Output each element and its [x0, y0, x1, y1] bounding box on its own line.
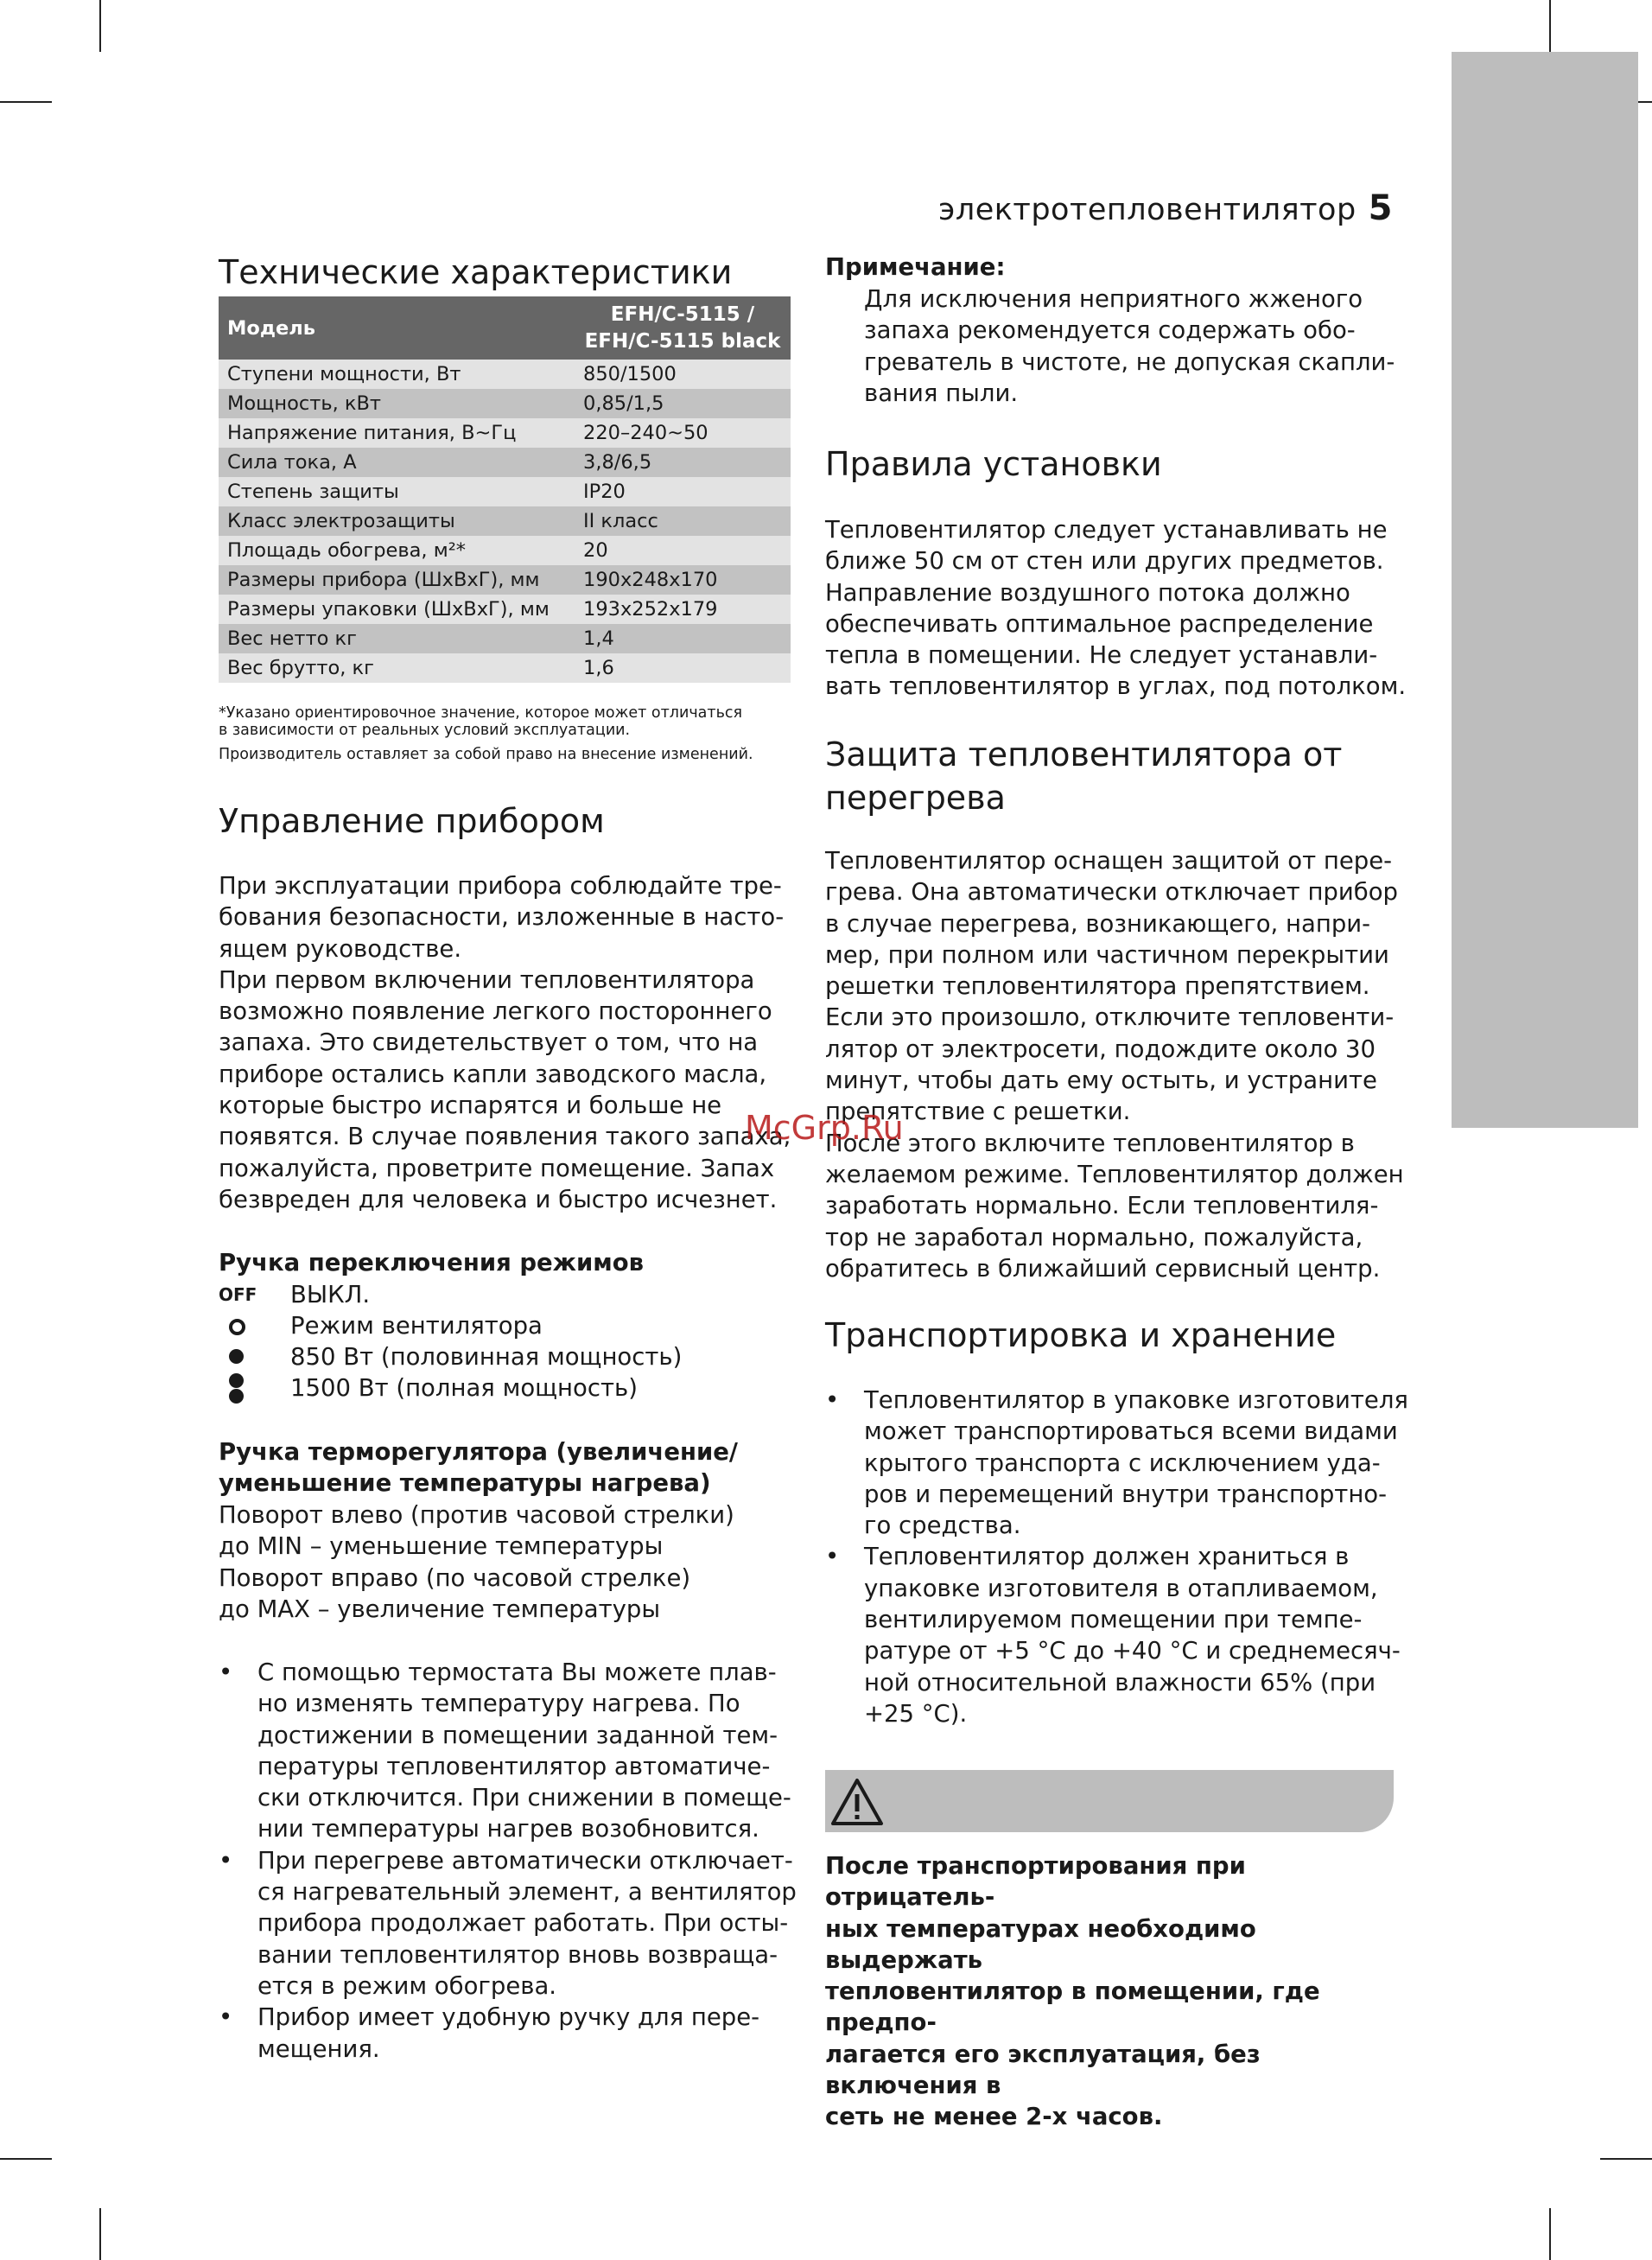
footnote: [219, 704, 742, 739]
list-item-line: упаковке изготовителя в отапливаемом,: [864, 1574, 1378, 1602]
list-item-line: ся нагревательный элемент, а вентилятор: [257, 1878, 797, 1907]
note-label: Примечание:: [825, 253, 1006, 281]
list-item-line: но изменять температуру нагрева. По: [257, 1690, 740, 1718]
text-line: в случае перегрева, возникающего, напри-: [825, 909, 1371, 938]
crop-mark: [0, 2158, 52, 2160]
text-line: При эксплуатации прибора соблюдайте тре-: [219, 872, 782, 900]
spec-label: Вес брутто, кг: [219, 653, 575, 683]
text-line: которые быстро испарятся и больше не: [219, 1092, 722, 1120]
mode-label: 850 Вт (половинная мощность): [290, 1343, 683, 1371]
spec-value: 20: [575, 536, 791, 565]
text-line: Направление воздушного потока должно: [825, 578, 1350, 607]
page-number: 5: [1368, 188, 1393, 228]
spec-label: Площадь обогрева, м²*: [219, 536, 575, 565]
text-line: Для исключения неприятного жженого: [864, 285, 1363, 313]
text-line: минут, чтобы дать ему остыть, и устраните: [825, 1066, 1377, 1095]
model-value-line: EFH/C-5115 black: [584, 329, 781, 353]
text-line: препятствие с решетки.: [825, 1098, 1131, 1126]
overheat-heading-line: Защита тепловентилятора от: [825, 735, 1343, 773]
list-item-line: мещения.: [257, 2034, 380, 2063]
spec-label: Напряжение питания, В~Гц: [219, 418, 575, 448]
text-line: Поворот вправо (по часовой стрелке): [219, 1563, 691, 1592]
warning-text: [825, 1850, 1413, 2133]
note-text: [864, 283, 1417, 409]
list-item: [219, 1845, 806, 2002]
text-line: до MAX – увеличение температуры: [219, 1595, 661, 1623]
list-item: [219, 2002, 806, 2065]
watermark: McGrp.Ru: [745, 1109, 904, 1147]
spec-table: [219, 296, 791, 683]
list-item-line: нии температуры нагрев возобновится.: [257, 1815, 759, 1843]
table-row: [219, 418, 791, 448]
full-power-icon: [219, 1372, 262, 1404]
spec-value: II класс: [575, 506, 791, 536]
text-line: грева. Она автоматически отключает прибор: [825, 878, 1398, 907]
text-line: вать тепловентилятор в углах, под потолком.: [825, 672, 1407, 701]
running-head: [938, 188, 1393, 228]
list-item-line: • Прибор имеет удобную ручку для пере-: [257, 2003, 760, 2032]
off-symbol: OFF: [219, 1284, 257, 1305]
spec-table-body: [219, 360, 791, 683]
table-row: [219, 653, 791, 683]
list-item-line: ров и перемещений внутри транспортно-: [864, 1480, 1388, 1508]
list-item-line: • Тепловентилятор в упаковке изготовителя: [864, 1386, 1408, 1414]
table-row: [219, 506, 791, 536]
list-item-line: +25 °С).: [864, 1699, 968, 1728]
text-line: ближе 50 см от стен или других предметов.: [825, 547, 1384, 576]
thermostat-bullets: [219, 1657, 806, 2065]
text-line: запаха рекомендуется содержать обо-: [864, 316, 1356, 345]
fan-mode-icon: [219, 1310, 262, 1341]
text-line: вания пыли.: [864, 379, 1019, 407]
table-row: [219, 477, 791, 506]
thermostat-heading-line: Ручка терморегулятора (увеличение/: [219, 1438, 738, 1466]
warning-triangle-icon: [829, 1777, 885, 1827]
crop-mark: [99, 0, 101, 52]
spec-label: Размеры упаковки (ШxВxГ), мм: [219, 595, 575, 624]
text-line: ящем руководстве.: [219, 934, 462, 963]
table-header-row: [219, 296, 791, 360]
crop-mark: [1600, 2158, 1652, 2160]
text-line: Если это произошло, отключите тепловенти-: [825, 1003, 1395, 1032]
half-power-icon: [219, 1341, 262, 1372]
spec-label: Ступени мощности, Вт: [219, 360, 575, 389]
spec-value: IP20: [575, 477, 791, 506]
list-item-line: го средства.: [864, 1512, 1021, 1540]
text-line: пожалуйста, проветрите помещение. Запах: [219, 1154, 775, 1182]
crop-mark: [1549, 2208, 1551, 2260]
crop-mark: [99, 2208, 101, 2260]
list-item: [219, 1657, 806, 1845]
text-line: Тепловентилятор следует устанавливать не: [825, 516, 1388, 544]
list-item: [825, 1385, 1413, 1541]
overheat-heading-line: перегрева: [825, 779, 1006, 817]
list-item-line: достижении в помещении заданной тем-: [257, 1721, 778, 1749]
list-item-line: ски отключится. При снижении в помеще-: [257, 1784, 791, 1812]
spec-value: 850/1500: [575, 360, 791, 389]
list-item-line: пературы тепловентилятор автоматиче-: [257, 1752, 771, 1780]
mode-label: 1500 Вт (полная мощность): [290, 1374, 638, 1402]
overheat-heading: [825, 733, 1342, 819]
text-line: заработать нормально. Если тепловентиля-: [825, 1192, 1379, 1220]
thermostat-heading: [219, 1436, 738, 1499]
thermostat-text: [219, 1499, 806, 1625]
text-line: После транспортирования при отрицатель-: [825, 1852, 1246, 1912]
spec-value: 0,85/1,5: [575, 389, 791, 418]
text-line: желаемом режиме. Тепловентилятор должен: [825, 1160, 1404, 1188]
specs-heading: Технические характеристики: [219, 253, 733, 291]
text-line: ных температурах необходимо выдержать: [825, 1914, 1256, 1974]
side-tab: [1452, 52, 1638, 1128]
running-title: электротепловентилятор: [938, 193, 1357, 227]
spec-value: 190x248x170: [575, 565, 791, 595]
text-line: обратитесь в ближайший сервисный центр.: [825, 1254, 1381, 1283]
list-item-line: вании тепловентилятор вновь возвраща-: [257, 1940, 778, 1969]
mode-label: ВЫКЛ.: [290, 1281, 371, 1308]
text-line: лагается его эксплуатация, без включения в: [825, 2040, 1261, 2100]
text-line: запаха. Это свидетельствует о том, что на: [219, 1028, 759, 1057]
model-value-line: EFH/C-5115 /: [610, 302, 755, 326]
table-row: [219, 595, 791, 624]
control-text: [219, 870, 806, 1215]
transport-bullets: [825, 1385, 1413, 1729]
text-line: После этого включите тепловентилятор в: [825, 1129, 1355, 1157]
mode-label: Режим вентилятора: [290, 1312, 543, 1340]
list-item-line: • При перегреве автоматически отключает-: [257, 1846, 793, 1875]
crop-mark: [0, 101, 52, 103]
table-row: [219, 448, 791, 477]
spec-label: Мощность, кВт: [219, 389, 575, 418]
text-line: решетки тепловентилятора препятствием.: [825, 972, 1370, 1001]
text-line: При первом включении тепловентилятора: [219, 965, 755, 994]
spec-value: 1,6: [575, 653, 791, 683]
spec-value: 3,8/6,5: [575, 448, 791, 477]
spec-label: Вес нетто кг: [219, 624, 575, 653]
mode-switch-heading: Ручка переключения режимов: [219, 1249, 645, 1276]
text-line: Поворот влево (против часовой стрелки): [219, 1501, 734, 1529]
installation-text: [825, 514, 1413, 703]
text-line: появятся. В случае появления такого запаха,: [219, 1123, 791, 1151]
spec-label: Степень защиты: [219, 477, 575, 506]
spec-value: 220–240~50: [575, 418, 791, 448]
footnote-line: в зависимости от реальных условий эксплуатации.: [219, 722, 631, 739]
crop-mark: [1549, 0, 1551, 52]
text-line: сеть не менее 2-х часов.: [825, 2103, 1163, 2131]
table-row: [219, 536, 791, 565]
thermostat-heading-line: уменьшение температуры нагрева): [219, 1469, 711, 1498]
model-label: Модель: [219, 296, 575, 360]
spec-value: 193x252x179: [575, 595, 791, 624]
list-item-line: • Тепловентилятор должен храниться в: [864, 1543, 1350, 1571]
list-item-line: • С помощью термостата Вы можете плав-: [257, 1658, 777, 1686]
text-line: тепла в помещении. Не следует устанавли-: [825, 641, 1378, 670]
control-heading: Управление прибором: [219, 802, 605, 840]
overheat-text: [825, 845, 1413, 1284]
list-item-line: крытого транспорта с исключением уда-: [864, 1448, 1381, 1477]
list-item-line: ратуре от +5 °С до +40 °С и среднемесяч-: [864, 1637, 1401, 1665]
text-line: обеспечивать оптимальное распределение: [825, 609, 1374, 638]
text-line: лятор от электросети, подождите около 30: [825, 1035, 1376, 1063]
list-item-line: вентилируемом помещении при темпе-: [864, 1606, 1363, 1634]
text-line: приборе остались капли заводского масла,: [219, 1060, 767, 1088]
footnote-line: *Указано ориентировочное значение, которое может отличаться: [219, 704, 743, 722]
list-item-line: ной относительной влажности 65% (при: [864, 1668, 1376, 1697]
model-value: [575, 296, 791, 360]
table-row: [219, 624, 791, 653]
list-item-line: ется в режим обогрева.: [257, 1971, 557, 2000]
table-row: [219, 389, 791, 418]
list-item: [825, 1541, 1413, 1729]
list-item-line: прибора продолжает работать. При осты-: [257, 1909, 789, 1938]
table-row: [219, 360, 791, 389]
manufacturer-note: Производитель оставляет за собой право на внесение изменений.: [219, 746, 753, 763]
text-line: безвреден для человека и быстро исчезнет.: [219, 1185, 778, 1213]
text-line: Тепловентилятор оснащен защитой от пере-: [825, 847, 1393, 875]
text-line: тор не заработал нормально, пожалуйста,: [825, 1223, 1363, 1251]
text-line: возможно появление легкого постороннего: [219, 997, 772, 1026]
spec-label: Сила тока, А: [219, 448, 575, 477]
text-line: греватель в чистоте, не допуская скапли-: [864, 347, 1395, 376]
transport-heading: Транспортировка и хранение: [825, 1316, 1337, 1354]
text-line: бования безопасности, изложенные в насто-: [219, 903, 785, 932]
spec-label: Размеры прибора (ШxВxГ), мм: [219, 565, 575, 595]
text-line: мер, при полном или частичном перекрытии: [825, 940, 1389, 969]
spec-label: Класс электрозащиты: [219, 506, 575, 536]
text-line: тепловентилятор в помещении, где предпо-: [825, 1977, 1320, 2037]
warning-banner: [825, 1770, 1394, 1832]
text-line: до MIN – уменьшение температуры: [219, 1532, 664, 1561]
spec-value: 1,4: [575, 624, 791, 653]
table-row: [219, 565, 791, 595]
installation-heading: Правила установки: [825, 445, 1162, 483]
list-item-line: может транспортироваться всеми видами: [864, 1417, 1398, 1446]
